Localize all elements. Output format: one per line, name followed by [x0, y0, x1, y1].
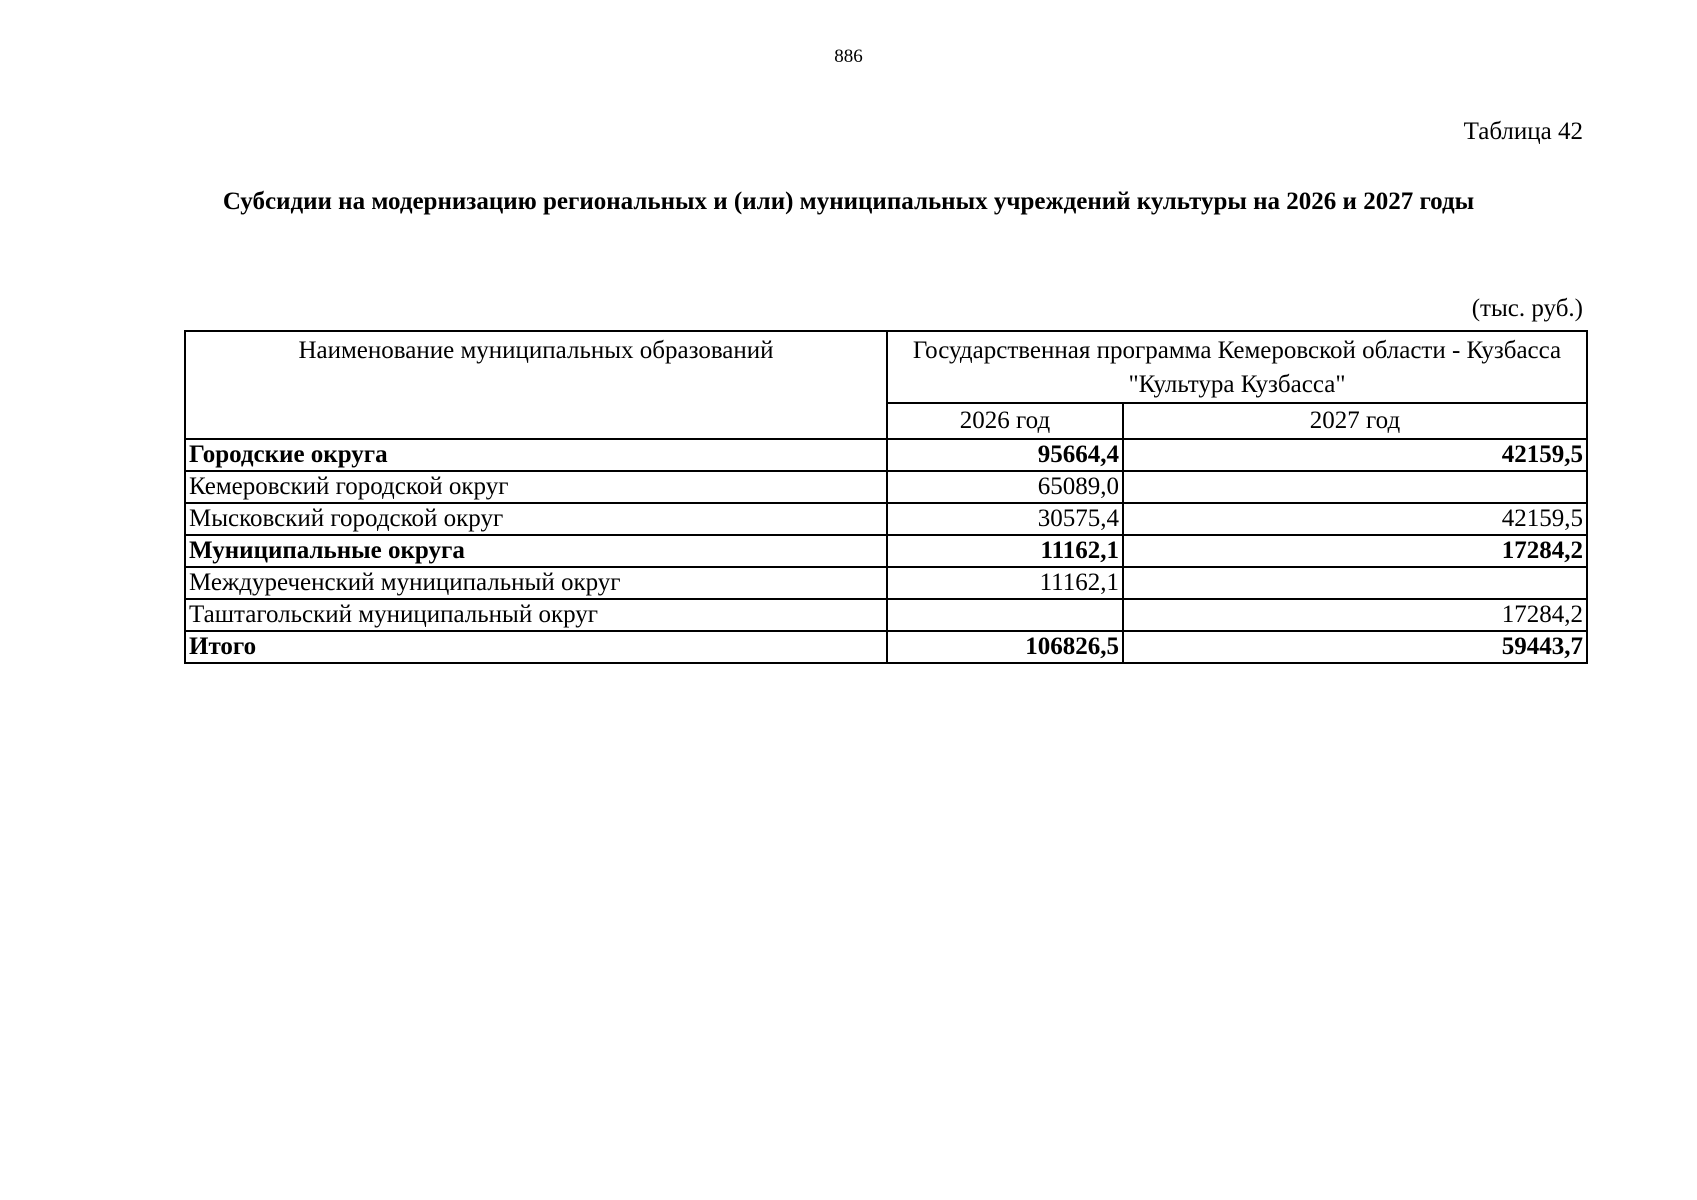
table-row-total	[185, 631, 1587, 663]
table-row	[185, 439, 1587, 471]
row-value-2026	[887, 599, 1123, 631]
row-value-2026: 11162,1	[887, 567, 1123, 599]
row-name: Таштагольский муниципальный округ	[185, 599, 887, 631]
row-value-2027: 42159,5	[1123, 503, 1587, 535]
row-name: Муниципальные округа	[185, 535, 887, 567]
row-name: Междуреченский муниципальный округ	[185, 567, 887, 599]
row-value-2026: 11162,1	[887, 535, 1123, 567]
row-value-2027	[1123, 471, 1587, 503]
row-value-2027: 17284,2	[1123, 535, 1587, 567]
row-value-2026: 106826,5	[887, 631, 1123, 663]
table-row	[185, 471, 1587, 503]
page-number: 886	[834, 46, 863, 67]
table-label: Таблица 42	[1463, 118, 1583, 145]
table-row	[185, 535, 1587, 567]
row-value-2026: 30575,4	[887, 503, 1123, 535]
document-title: Субсидии на модернизацию региональных и (или) муниципальных учреждений культуры на 2026 и 2027 годы	[222, 188, 1475, 215]
units-label: (тыс. руб.)	[1471, 295, 1583, 322]
table-row	[185, 567, 1587, 599]
table-row	[185, 599, 1587, 631]
row-value-2027: 59443,7	[1123, 631, 1587, 663]
row-value-2027: 17284,2	[1123, 599, 1587, 631]
row-name: Мысковский городской округ	[185, 503, 887, 535]
table-row	[185, 503, 1587, 535]
header-program-line2: "Культура Кузбасса"	[1128, 371, 1346, 398]
header-year-2027: 2027 год	[1123, 403, 1587, 439]
header-name-text: Наименование муниципальных образований	[298, 337, 774, 364]
row-name: Кемеровский городской округ	[185, 471, 887, 503]
header-name-column	[185, 331, 887, 439]
row-value-2026: 95664,4	[887, 439, 1123, 471]
row-value-2026: 65089,0	[887, 471, 1123, 503]
row-name: Городские округа	[185, 439, 887, 471]
header-program	[887, 331, 1587, 403]
subsidies-table	[184, 330, 1588, 664]
row-value-2027: 42159,5	[1123, 439, 1587, 471]
row-name: Итого	[185, 631, 887, 663]
header-year-2026: 2026 год	[887, 403, 1123, 439]
row-value-2027	[1123, 567, 1587, 599]
header-program-line1: Государственная программа Кемеровской области - Кузбасса	[912, 337, 1562, 364]
